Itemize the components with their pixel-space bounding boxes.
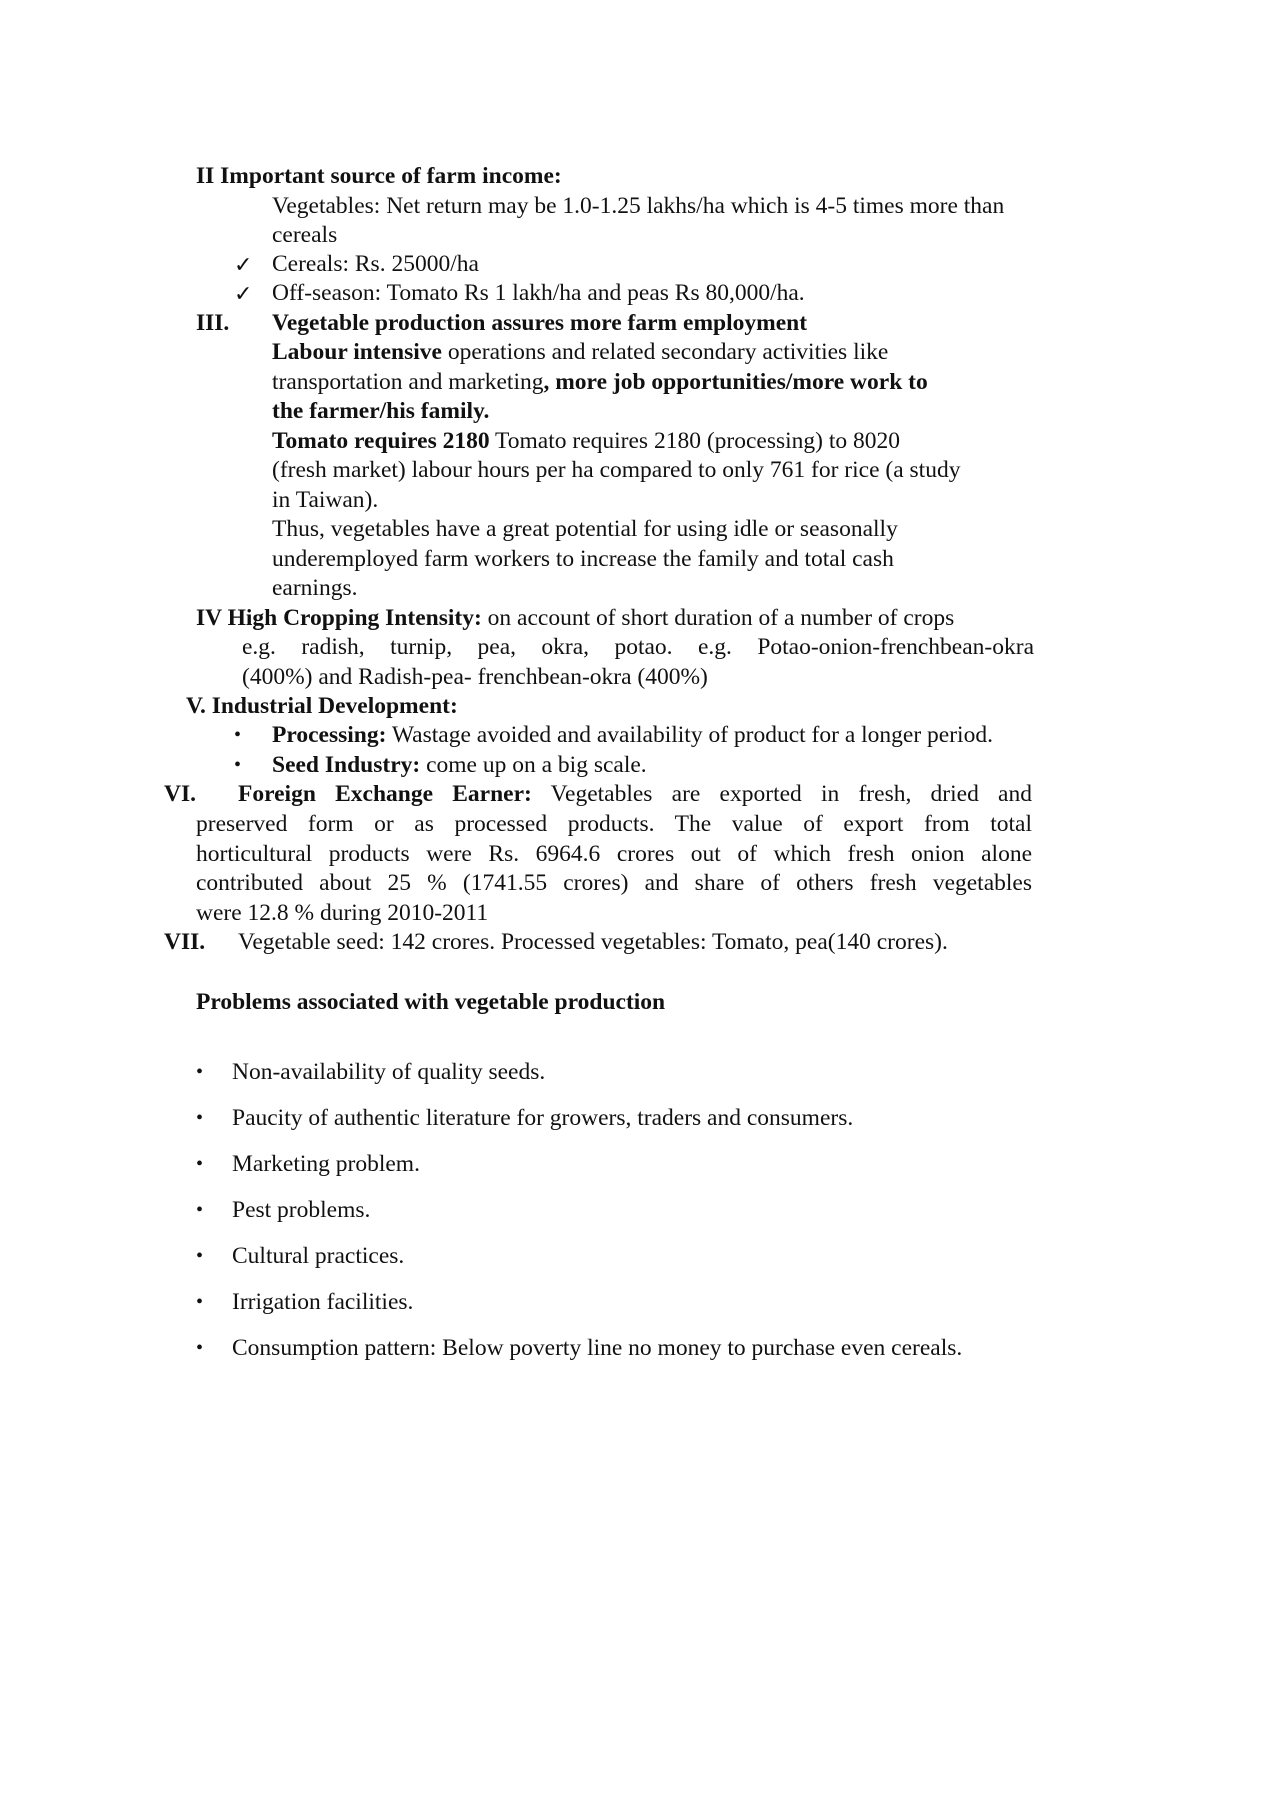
tomato-text: Tomato requires 2180 (processing) to 8020 — [489, 428, 901, 454]
section-ii-heading: II Important source of farm income: — [196, 163, 562, 189]
labour-intensive-term: Labour intensive — [272, 339, 442, 365]
section-vi-line: preserved form or as processed products. The value of export from total — [196, 811, 1032, 837]
bullet-icon: • — [234, 754, 242, 776]
labour-intensive-text: operations and related secondary activities like — [441, 339, 889, 365]
section-iii-thus-line: Thus, vegetables have a great potential for using idle or seasonally — [272, 516, 898, 542]
section-vi-first-line — [238, 780, 1032, 810]
section-iii-tomato-line: (fresh market) labour hours per ha compared to only 761 for rice (a study — [272, 457, 961, 483]
problem-item: Pest problems. — [232, 1197, 371, 1223]
job-opportunities-text: , more job opportunities/more work to — [543, 369, 928, 395]
section-vi-number: VI. — [164, 781, 196, 807]
section-vi-first-row — [238, 780, 1032, 810]
problem-item: Paucity of authentic literature for growers, traders and consumers. — [232, 1105, 854, 1131]
section-iii-heading: Vegetable production assures more farm employment — [272, 310, 808, 336]
bullet-icon: • — [196, 1245, 204, 1267]
section-iv-line: (400%) and Radish-pea- frenchbean-okra (400%) — [242, 663, 708, 690]
section-iii-thus-line: underemployed farm workers to increase the family and total cash — [272, 546, 894, 572]
transport-text: transportation and marketing — [272, 369, 544, 395]
bullet-icon: • — [196, 1291, 204, 1313]
section-vi-line: were 12.8 % during 2010-2011 — [196, 899, 489, 926]
section-ii-paragraph-line: Vegetables: Net return may be 1.0-1.25 lakhs/ha which is 4-5 times more than — [272, 193, 1005, 219]
section-iv-heading-text: on account of short duration of a number of crops — [481, 605, 955, 631]
bullet-icon: • — [196, 1199, 204, 1221]
section-vi-line: contributed about 25 % (1741.55 crores) and share of others fresh vegetables — [196, 870, 1032, 896]
section-vi-first-text: Vegetables are exported in fresh, dried and — [531, 781, 1032, 807]
section-iv-body — [242, 633, 1034, 692]
check-icon: ✓ — [234, 281, 253, 306]
section-vii-text: Vegetable seed: 142 crores. Processed vegetables: Tomato, pea(140 crores). — [238, 929, 948, 955]
section-iii-labour-line — [272, 338, 888, 367]
industrial-bullet-item — [272, 721, 993, 750]
industrial-bullet-term: Seed Industry: — [272, 752, 421, 778]
bullet-icon: • — [196, 1153, 204, 1175]
tomato-term: Tomato requires 2180 — [272, 428, 490, 454]
bullet-icon: • — [196, 1337, 204, 1359]
bullet-icon: • — [234, 724, 242, 746]
industrial-bullet-text: Wastage avoided and availability of product for a longer period. — [386, 722, 993, 748]
section-iii-transport-line — [272, 368, 928, 397]
section-iii-thus-line: earnings. — [272, 575, 358, 601]
checklist-item: Off-season: Tomato Rs 1 lakh/ha and peas Rs 80,000/ha. — [272, 280, 805, 306]
industrial-bullet-text: come up on a big scale. — [420, 752, 647, 778]
section-v-heading: V. Industrial Development: — [186, 693, 458, 719]
section-ii-paragraph-line: cereals — [272, 222, 338, 248]
bullet-icon: • — [196, 1061, 204, 1083]
problem-item: Cultural practices. — [232, 1243, 405, 1269]
section-iv-line: e.g. radish, turnip, pea, okra, potao. e.g. Potao-onion-frenchbean-okra — [242, 634, 1034, 660]
section-vii-number: VII. — [164, 929, 206, 955]
problem-item: Non-availability of quality seeds. — [232, 1059, 546, 1085]
section-iii-number: III. — [196, 310, 230, 336]
problems-heading: Problems associated with vegetable production — [196, 989, 666, 1015]
section-vi-line: horticultural products were Rs. 6964.6 crores out of which fresh onion alone — [196, 840, 1032, 867]
problem-item: Marketing problem. — [232, 1151, 420, 1177]
section-iii-tomato-line: in Taiwan). — [272, 487, 379, 513]
industrial-bullet-item — [272, 751, 647, 780]
check-icon: ✓ — [234, 252, 253, 277]
section-iii-family-line: the farmer/his family. — [272, 398, 490, 424]
bullet-icon: • — [196, 1107, 204, 1129]
section-iii-tomato-line — [272, 427, 900, 456]
problem-item: Consumption pattern: Below poverty line no money to purchase even cereals. — [232, 1335, 963, 1361]
industrial-bullet-term: Processing: — [272, 722, 387, 748]
section-vi-heading: Foreign Exchange Earner: — [238, 781, 532, 807]
section-vi-body — [196, 810, 1032, 928]
checklist-item: Cereals: Rs. 25000/ha — [272, 251, 479, 277]
section-iv-heading: IV High Cropping Intensity: — [196, 605, 482, 631]
problem-item: Irrigation facilities. — [232, 1289, 414, 1315]
section-iv-heading-line — [196, 604, 954, 633]
